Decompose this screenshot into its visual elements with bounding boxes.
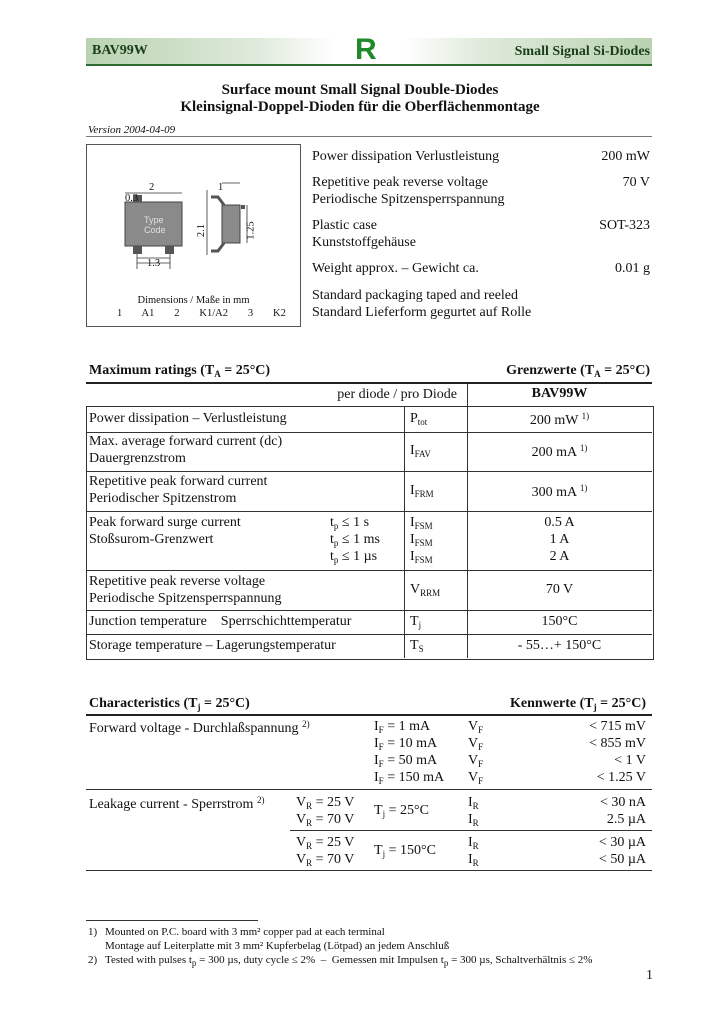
leakage-vr-condition: $V_R = 25$ V xyxy=(296,835,355,851)
rating-ifrm-symbol: $I_{FRM}$ xyxy=(410,483,434,499)
forward-value: < 1.25 V xyxy=(596,770,646,785)
rating-power-label: Power dissipation – Verlustleistung xyxy=(89,411,287,426)
version-date: Version 2004-04-09 xyxy=(88,124,176,136)
leakage-value: < 50 µA xyxy=(598,852,646,867)
leakage-tj-condition: $T_j = 150^\circ C$ xyxy=(374,843,436,859)
rating-ifsm-cond: $t_p \le 1$ ms xyxy=(330,532,380,548)
rating-ifsm-cond: $t_p \le 1$ s xyxy=(330,515,370,531)
footnote-2: Tested with pulses $t_p = 300$ µs, duty cycle ≤ 2% – Gemessen mit Impulsen $t_p = 300$ µs, Schaltverhältnis ≤ 2% xyxy=(105,954,593,968)
divider xyxy=(86,570,652,571)
forward-condition: $I_F = 1$ mA xyxy=(374,719,431,735)
rating-ifsm-label: Peak forward surge current xyxy=(89,515,241,530)
company-logo: R xyxy=(355,33,377,66)
rating-ifsm-value: 1 A xyxy=(549,532,570,547)
page-number: 1 xyxy=(646,968,653,983)
characteristics-title: Characteristics $(T_j = 25^\circ C)$ xyxy=(89,696,250,712)
leakage-current-label: Leakage current - Sperrstrom $^{2)}$ xyxy=(89,795,265,812)
forward-condition: $I_F = 50$ mA xyxy=(374,753,438,769)
rating-ifsm-symbol: $I_{FSM}$ xyxy=(410,549,433,565)
rating-vrrm-label-de: Periodische Spitzensperrspannung xyxy=(89,591,282,606)
forward-condition: $I_F = 10$ mA xyxy=(374,736,438,752)
footnote-1-en: Mounted on P.C. board with 3 mm² copper pad at each terminal xyxy=(105,926,385,938)
spec-weight-label: Weight approx. – Gewicht ca. xyxy=(312,261,479,276)
rating-power-symbol: $P_{tot}$ xyxy=(410,411,428,427)
rating-ifav-label: Max. average forward current (dc) xyxy=(89,434,283,449)
forward-symbol: $V_F$ xyxy=(468,753,484,769)
divider xyxy=(290,830,652,831)
leakage-value: < 30 nA xyxy=(599,795,646,810)
type-code-label-2: Code xyxy=(144,225,166,235)
col-header-part: BAV99W xyxy=(531,386,588,401)
leakage-value: < 30 µA xyxy=(598,835,646,850)
spec-vrrm-label-de: Periodische Spitzensperrspannung xyxy=(312,192,505,207)
forward-symbol: $V_F$ xyxy=(468,719,484,735)
divider xyxy=(86,511,652,512)
kennwerte-title: Kennwerte $(T_j = 25^\circ C)$ xyxy=(510,696,646,712)
rating-power-value: 200 mW $^{1)}$ xyxy=(529,411,590,428)
spec-packaging-label: Standard packaging taped and reeled xyxy=(312,288,519,303)
forward-value: < 1 V xyxy=(614,753,646,768)
pin-legend xyxy=(117,308,286,319)
spec-power-label: Power dissipation Verlustleistung xyxy=(312,149,500,164)
divider xyxy=(86,136,652,137)
leakage-vr-condition: $V_R = 70$ V xyxy=(296,852,355,868)
divider xyxy=(86,610,652,611)
forward-value: < 715 mV xyxy=(589,719,646,734)
dim-2-1: 2.1 xyxy=(196,223,208,238)
leakage-symbol: $I_R$ xyxy=(468,835,479,851)
product-category: Small Signal Si-Diodes xyxy=(514,44,650,59)
rating-ifsm-value: 2 A xyxy=(549,549,570,564)
spec-weight-value: 0.01 g xyxy=(615,261,650,276)
type-code-label-1: Type xyxy=(144,215,164,225)
forward-voltage-label: Forward voltage - Durchlaßspannung $^{2)}$ xyxy=(89,719,310,736)
rating-ifrm-label-de: Periodischer Spitzenstrom xyxy=(89,491,237,506)
rating-ts-symbol: $T_S$ xyxy=(410,638,424,654)
leakage-value: 2.5 µA xyxy=(606,812,646,827)
leakage-symbol: $I_R$ xyxy=(468,852,479,868)
title-de: Kleinsignal-Doppel-Dioden für die Oberflächenmontage xyxy=(180,99,540,115)
pin-2: 2 xyxy=(174,308,180,319)
title-en: Surface mount Small Signal Double-Diodes xyxy=(221,82,499,98)
rating-ifav-label-de: Dauergrenzstrom xyxy=(89,451,186,466)
leakage-vr-condition: $V_R = 70$ V xyxy=(296,812,355,828)
rating-ifsm-cond: $t_p \le 1$ µs xyxy=(330,549,378,565)
rating-ifsm-value: 0.5 A xyxy=(544,515,575,530)
leakage-symbol: $I_R$ xyxy=(468,812,479,828)
forward-symbol: $V_F$ xyxy=(468,770,484,786)
divider xyxy=(404,406,405,658)
rating-ifav-value: 200 mA $^{1)}$ xyxy=(531,443,588,460)
rating-tj-label: Junction temperature Sperrschichttemperatur xyxy=(89,614,352,629)
divider xyxy=(86,471,652,472)
divider xyxy=(86,432,652,433)
rating-ifsm-symbol: $I_{FSM}$ xyxy=(410,532,433,548)
rating-ts-label: Storage temperature – Lagerungstemperatur xyxy=(89,638,336,653)
part-number: BAV99W xyxy=(92,43,148,58)
grenzwerte-title: Grenzwerte $(T_A = 25^\circ C)$ xyxy=(506,363,650,379)
rating-tj-symbol: $T_j$ xyxy=(410,614,422,630)
footnote-1-marker: 1) xyxy=(88,926,98,938)
footnote-2-marker: 2) xyxy=(88,954,98,966)
rating-ifav-symbol: $I_{FAV}$ xyxy=(410,443,431,459)
rating-ifrm-label: Repetitive peak forward current xyxy=(89,474,268,489)
dim-1-25: 1.25 xyxy=(245,221,257,240)
forward-condition: $I_F = 150$ mA xyxy=(374,770,445,786)
divider xyxy=(86,789,652,790)
divider xyxy=(86,382,652,384)
spec-case-value: SOT-323 xyxy=(599,218,650,233)
package-drawing-box xyxy=(86,144,301,327)
dim-2: 2 xyxy=(149,182,155,193)
pin-3: 3 xyxy=(247,308,254,319)
divider xyxy=(86,870,652,871)
spec-vrrm-value: 70 V xyxy=(622,175,650,190)
pin-1-name: A1 xyxy=(141,308,155,319)
rating-vrrm-label: Repetitive peak reverse voltage xyxy=(89,574,266,589)
dim-1-3: 1.3 xyxy=(147,258,161,269)
rating-vrrm-value: 70 V xyxy=(545,582,574,597)
forward-symbol: $V_F$ xyxy=(468,736,484,752)
rating-ifsm-label-de: Stoßsurom-Grenzwert xyxy=(89,532,214,547)
rating-ifsm-symbol: $I_{FSM}$ xyxy=(410,515,433,531)
pin-2-name: K1/A2 xyxy=(199,308,228,319)
spec-vrrm-label: Repetitive peak reverse voltage xyxy=(312,175,489,190)
rating-ifrm-value: 300 mA $^{1)}$ xyxy=(531,483,588,500)
footnote-1-de: Montage auf Leiterplatte mit 3 mm² Kupferbelag (Lötpad) an jedem Anschluß xyxy=(105,940,450,952)
rating-tj-value: 150°C xyxy=(541,614,578,629)
spec-packaging-label-de: Standard Lieferform gegurtet auf Rolle xyxy=(312,305,532,320)
dim-1: 1 xyxy=(218,182,224,193)
pin-3-name: K2 xyxy=(272,308,286,319)
rating-vrrm-symbol: $V_{RRM}$ xyxy=(410,582,441,598)
dimensions-caption: Dimensions / Maße in mm xyxy=(137,295,250,306)
spec-case-label-de: Kunststoffgehäuse xyxy=(312,235,416,250)
pin-1: 1 xyxy=(117,308,123,319)
leakage-vr-condition: $V_R = 25$ V xyxy=(296,795,355,811)
divider xyxy=(86,634,652,635)
footnote-divider xyxy=(86,920,258,921)
forward-value: < 855 mV xyxy=(589,736,646,751)
dim-0-3: 0.3 xyxy=(125,193,139,204)
spec-power-value: 200 mW xyxy=(601,149,650,164)
spec-case-label: Plastic case xyxy=(312,218,377,233)
leakage-symbol: $I_R$ xyxy=(468,795,479,811)
max-ratings-title: Maximum ratings $(T_A = 25^\circ C)$ xyxy=(89,363,271,379)
rating-ts-value: - 55…+ 150°C xyxy=(517,638,602,653)
col-header-per-diode: per diode / pro Diode xyxy=(337,387,457,402)
leakage-tj-condition: $T_j = 25^\circ C$ xyxy=(374,803,429,819)
divider xyxy=(86,714,652,716)
